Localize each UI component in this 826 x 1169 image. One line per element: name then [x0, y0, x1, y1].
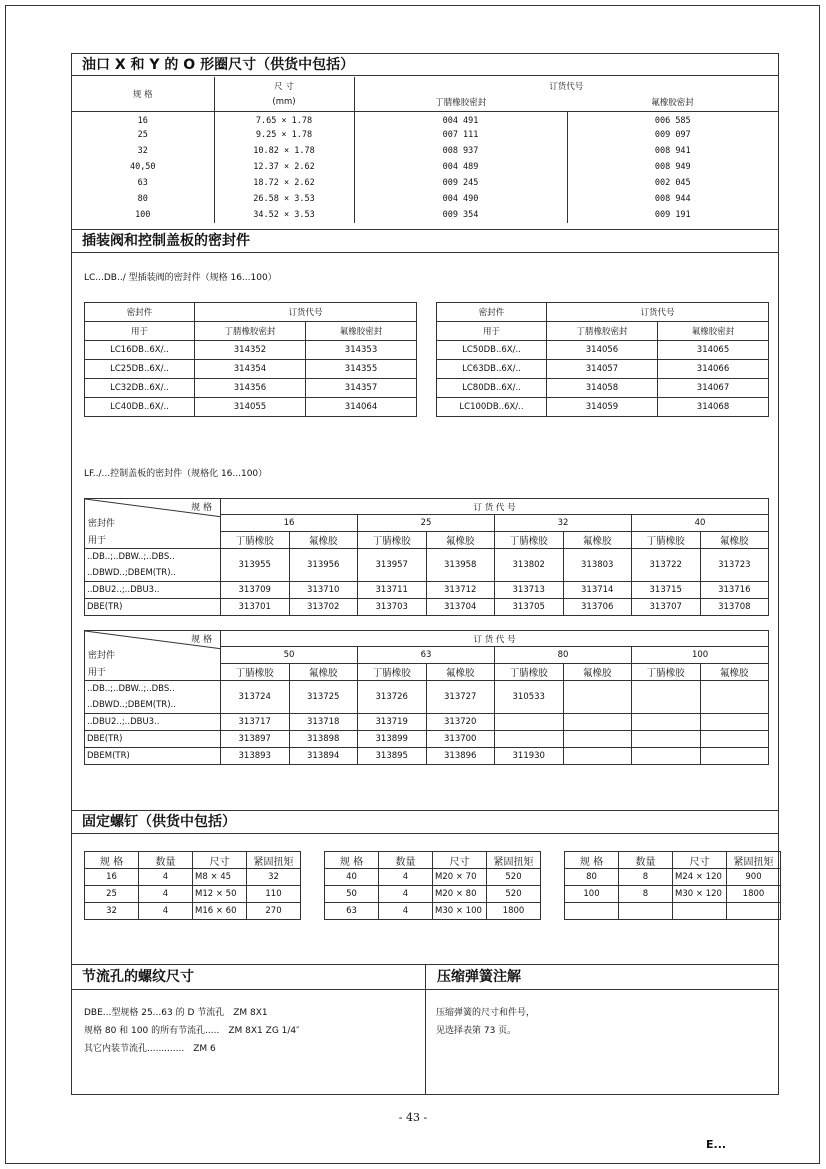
oring-dim: 9.25 × 1.78	[214, 127, 354, 143]
screw-row	[565, 903, 781, 920]
cover-value: 313708	[700, 599, 769, 616]
thread-line-2: 规格 80 和 100 的所有节流孔..... ZM 8X1 ZG 1/4″	[84, 1026, 300, 1036]
cover-value	[563, 681, 632, 714]
oring-dim: 26.58 × 3.53	[214, 191, 354, 207]
cart-row	[437, 398, 769, 417]
cover-h-seal: 密封件	[88, 519, 116, 529]
screw-value: 4	[139, 886, 193, 903]
oring-size: 63	[72, 175, 214, 191]
cover-h-fkm: 氟橡胶	[700, 531, 769, 548]
oring-nbr: 004 490	[354, 191, 567, 207]
cover-row	[85, 714, 769, 731]
screw-value: 8	[619, 886, 673, 903]
oring-header	[72, 54, 778, 76]
bottom-headers	[72, 964, 778, 990]
cart-fkm: 314064	[306, 398, 417, 417]
cart-type: LC50DB..6X/..	[437, 341, 547, 360]
screw-header: 数量	[379, 852, 433, 869]
oring-h-size: 规 格	[72, 77, 214, 111]
cover-value: 313703	[358, 599, 427, 616]
cover-row-label-line: ..DBWD..;DBEM(TR)..	[87, 568, 176, 578]
cover-value: 313700	[426, 731, 495, 748]
screw-row	[85, 886, 301, 903]
cover-value: 313957	[358, 549, 427, 582]
cover-value: 313707	[632, 599, 701, 616]
cart-nbr: 314055	[195, 398, 306, 417]
cart-type: LC32DB..6X/..	[85, 379, 195, 398]
screw-value	[565, 903, 619, 920]
cover-value: 313893	[221, 748, 290, 765]
cover-h-order: 订 货 代 号	[221, 631, 769, 647]
cover-size-header: 25	[358, 515, 495, 531]
page-content	[71, 53, 779, 1095]
cover-row-label	[85, 714, 221, 731]
screw-row	[325, 869, 541, 886]
cart-type: LC80DB..6X/..	[437, 379, 547, 398]
cart-row	[85, 379, 417, 398]
screw-header: 规 格	[565, 852, 619, 869]
oring-size: 32	[72, 143, 214, 159]
oring-nbr: 009 354	[354, 207, 567, 223]
screw-header: 紧固扭矩	[487, 852, 541, 869]
cart-r-h-order: 订货代号	[547, 303, 769, 322]
cover-size-header: 40	[632, 515, 769, 531]
cart-nbr: 314056	[547, 341, 658, 360]
cart-nbr: 314058	[547, 379, 658, 398]
screw-value: 110	[247, 886, 301, 903]
oring-fkm: 008 949	[654, 162, 691, 172]
bottom-divider-lower	[425, 990, 426, 1095]
screws-table-1	[84, 851, 301, 920]
cover-value: 313955	[221, 549, 290, 582]
screw-row	[325, 886, 541, 903]
cover-h-nbr: 丁腈橡胶	[221, 531, 290, 548]
oring-nbr: 004 491	[354, 111, 567, 127]
cart-table-right	[436, 302, 769, 417]
cover-value: 313715	[632, 582, 701, 599]
oring-row	[72, 143, 778, 159]
cover-row-label	[85, 748, 221, 765]
oring-title: 油口 X 和 Y 的 O 形圈尺寸（供货中包括）	[82, 57, 355, 73]
cover-row	[85, 599, 769, 616]
screw-value: 4	[379, 903, 433, 920]
cover-corner-header	[85, 499, 221, 549]
cart-fkm: 314357	[306, 379, 417, 398]
cart-nbr: 314354	[195, 360, 306, 379]
screw-value: 270	[247, 903, 301, 920]
cart-row	[437, 360, 769, 379]
oring-row	[72, 159, 778, 175]
cover-row-label-line: ..DB..;..DBW..;..DBS..	[87, 684, 175, 694]
cover-value	[632, 714, 701, 731]
screw-header: 数量	[139, 852, 193, 869]
screw-value: 80	[565, 869, 619, 886]
oring-size: 80	[72, 191, 214, 207]
cover-h-nbr: 丁腈橡胶	[495, 663, 564, 680]
screws-table-2	[324, 851, 541, 920]
cover-h-nbr: 丁腈橡胶	[358, 531, 427, 548]
screw-value: 40	[325, 869, 379, 886]
cover-h-nbr: 丁腈橡胶	[221, 663, 290, 680]
cover-h-fkm: 氟橡胶	[289, 531, 358, 548]
cover-value: 313704	[426, 599, 495, 616]
cover-value: 313727	[426, 681, 495, 714]
oring-row	[72, 111, 778, 127]
cover-h-seal: 密封件	[88, 651, 116, 661]
cover-value	[700, 681, 769, 714]
oring-row	[72, 191, 778, 207]
cover-value	[563, 714, 632, 731]
screw-row	[85, 869, 301, 886]
cover-row	[85, 748, 769, 765]
cover-h-order: 订 货 代 号	[221, 499, 769, 515]
screw-header: 尺寸	[433, 852, 487, 869]
oring-h-order: 订货代号	[549, 81, 584, 92]
cover-h-nbr: 丁腈橡胶	[632, 663, 701, 680]
oring-size: 16	[72, 111, 214, 127]
cart-row	[85, 341, 417, 360]
cart-row	[85, 398, 417, 417]
cover-value: 313898	[289, 731, 358, 748]
cover-h-fkm: 氟橡胶	[563, 531, 632, 548]
cover-value	[495, 731, 564, 748]
oring-row	[72, 175, 778, 191]
screw-value: 32	[85, 903, 139, 920]
cover-row-label-line: ..DBWD..;DBEM(TR)..	[87, 700, 176, 710]
cover-h-for: 用于	[88, 668, 107, 678]
spring-line-1: 压缩弹簧的尺寸和件号，	[436, 1008, 536, 1018]
screw-value: M16 × 60	[193, 903, 247, 920]
screw-value: 100	[565, 886, 619, 903]
cover-value: 313894	[289, 748, 358, 765]
screw-value: 50	[325, 886, 379, 903]
cover-value: 313719	[358, 714, 427, 731]
cover-value: 313803	[563, 549, 632, 582]
screw-value: 8	[619, 869, 673, 886]
screw-value	[673, 903, 727, 920]
oring-fkm: 006 585	[654, 116, 691, 127]
thread-title: 节流孔的螺纹尺寸	[82, 969, 194, 985]
cover-value: 313726	[358, 681, 427, 714]
oring-fkm: 008 944	[654, 194, 691, 204]
cover-value	[563, 748, 632, 765]
oring-size: 40,50	[72, 159, 214, 175]
cart-nbr: 314059	[547, 398, 658, 417]
cover-value	[495, 714, 564, 731]
oring-h-dim-unit: (mm)	[214, 94, 354, 111]
cover-corner-header	[85, 631, 221, 681]
oring-dim: 10.82 × 1.78	[214, 143, 354, 159]
cover-value	[563, 731, 632, 748]
corner-mark: E...	[706, 1138, 727, 1151]
oring-nbr: 007 111	[354, 127, 567, 143]
cart-r-h-nbr: 丁腈橡胶密封	[547, 322, 658, 341]
cover-value: 313718	[289, 714, 358, 731]
cover-h-fkm: 氟橡胶	[289, 663, 358, 680]
oring-nbr: 004 489	[354, 159, 567, 175]
cover-row	[85, 549, 769, 582]
cart-l-h-seal: 密封件	[85, 303, 195, 322]
cover-h-fkm: 氟橡胶	[426, 663, 495, 680]
oring-size: 100	[72, 207, 214, 223]
screw-row	[85, 903, 301, 920]
cart-l-h-fkm: 氟橡胶密封	[306, 322, 417, 341]
cart-row	[437, 379, 769, 398]
screw-value: 4	[139, 903, 193, 920]
cover-value	[632, 681, 701, 714]
cover-value: 313717	[221, 714, 290, 731]
oring-row	[72, 207, 778, 223]
cart-row	[85, 360, 417, 379]
cart-type: LC25DB..6X/..	[85, 360, 195, 379]
screw-value: 63	[325, 903, 379, 920]
cover-value	[632, 731, 701, 748]
oring-nbr: 008 937	[354, 143, 567, 159]
cover-value: 313701	[221, 599, 290, 616]
thread-line-3: 其它内装节流孔............. ZM 6	[84, 1044, 216, 1054]
screw-value: 1800	[727, 886, 781, 903]
cover-value: 313709	[221, 582, 290, 599]
cover-h-fkm: 氟橡胶	[563, 663, 632, 680]
cover-size-header: 100	[632, 647, 769, 663]
cover-note: LF../...控制盖板的密封件（规格化 16...100）	[84, 469, 268, 479]
cover-row-label-line: ..DB..;..DBW..;..DBS..	[87, 552, 175, 562]
screws-header	[72, 810, 778, 834]
screw-value: M20 × 70	[433, 869, 487, 886]
oring-fkm: 009 097	[654, 130, 691, 140]
oring-table	[72, 77, 778, 223]
oring-dim: 18.72 × 2.62	[214, 175, 354, 191]
cover-row-label-line: DBE(TR)	[87, 734, 123, 744]
cover-h-nbr: 丁腈橡胶	[495, 531, 564, 548]
cover-value: 313896	[426, 748, 495, 765]
cover-size-header: 32	[495, 515, 632, 531]
thread-text	[84, 1004, 300, 1058]
screw-value: M8 × 45	[193, 869, 247, 886]
oring-row	[72, 127, 778, 143]
screw-value: 520	[487, 886, 541, 903]
cover-h-for: 用于	[88, 536, 107, 546]
spring-title: 压缩弹簧注解	[437, 969, 521, 985]
screw-row	[565, 886, 781, 903]
screw-value: 4	[379, 886, 433, 903]
screw-value: 4	[379, 869, 433, 886]
cover-value	[700, 714, 769, 731]
page-number: - 43 -	[398, 1111, 428, 1124]
cover-row-label-line: ..DBU2..;..DBU3..	[87, 717, 160, 727]
cart-type: LC63DB..6X/..	[437, 360, 547, 379]
cart-l-h-for: 用于	[85, 322, 195, 341]
cart-l-h-order: 订货代号	[195, 303, 417, 322]
screws-table-3	[564, 851, 781, 920]
cover-h-size: 规 格	[191, 635, 212, 645]
cart-fkm: 314065	[658, 341, 769, 360]
screw-header: 尺寸	[673, 852, 727, 869]
oring-size: 25	[72, 127, 214, 143]
screw-header: 紧固扭矩	[247, 852, 301, 869]
screw-row	[325, 903, 541, 920]
cover-h-nbr: 丁腈橡胶	[358, 663, 427, 680]
cart-r-h-for: 用于	[437, 322, 547, 341]
cart-fkm: 314068	[658, 398, 769, 417]
screw-header: 尺寸	[193, 852, 247, 869]
cover-value: 313711	[358, 582, 427, 599]
cover-row-label-line: ..DBU2..;..DBU3..	[87, 585, 160, 595]
screw-value: 32	[247, 869, 301, 886]
cover-value: 313724	[221, 681, 290, 714]
oring-h-fkm: 氟橡胶密封	[567, 94, 778, 111]
cover-value: 310533	[495, 681, 564, 714]
screw-header: 规 格	[325, 852, 379, 869]
cover-value: 313722	[632, 549, 701, 582]
cart-note: LC...DB../ 型插装阀的密封件（规格 16...100）	[84, 273, 277, 283]
spring-line-2: 见选择表第 73 页。	[436, 1026, 517, 1036]
cover-value: 313899	[358, 731, 427, 748]
cover-h-size: 规 格	[191, 503, 212, 513]
cover-row-label	[85, 681, 221, 714]
oring-fkm: 002 045	[654, 178, 691, 188]
screw-value: M12 × 50	[193, 886, 247, 903]
cover-size-header: 50	[221, 647, 358, 663]
oring-dim: 7.65 × 1.78	[214, 111, 354, 127]
cover-value	[700, 731, 769, 748]
cover-row-label	[85, 731, 221, 748]
cart-l-h-nbr: 丁腈橡胶密封	[195, 322, 306, 341]
cover-size-header: 63	[358, 647, 495, 663]
oring-h-nbr: 丁腈橡胶密封	[354, 94, 567, 111]
cart-fkm: 314353	[306, 341, 417, 360]
oring-table-wrap	[72, 77, 778, 223]
cover-value: 313710	[289, 582, 358, 599]
cover-value: 313720	[426, 714, 495, 731]
cover-value: 313706	[563, 599, 632, 616]
screw-row	[565, 869, 781, 886]
cart-fkm: 314067	[658, 379, 769, 398]
cover-value: 313723	[700, 549, 769, 582]
cover-value: 313802	[495, 549, 564, 582]
cover-row	[85, 681, 769, 714]
cover-row-label-line: DBE(TR)	[87, 602, 123, 612]
thread-line-1: DBE...型规格 25...63 的 D 节流孔 ZM 8X1	[84, 1008, 268, 1018]
screw-value: 16	[85, 869, 139, 886]
cover-value: 313713	[495, 582, 564, 599]
screw-value: M20 × 80	[433, 886, 487, 903]
screw-value: 900	[727, 869, 781, 886]
screws-title: 固定螺钉（供货中包括）	[82, 814, 236, 830]
cart-row	[437, 341, 769, 360]
oring-nbr: 009 245	[354, 175, 567, 191]
cover-row-label	[85, 582, 221, 599]
cover-value: 313705	[495, 599, 564, 616]
cart-fkm: 314066	[658, 360, 769, 379]
cover-h-fkm: 氟橡胶	[426, 531, 495, 548]
cover-table-1	[84, 498, 769, 616]
cart-type: LC40DB..6X/..	[85, 398, 195, 417]
cover-value	[632, 748, 701, 765]
cart-nbr: 314057	[547, 360, 658, 379]
screw-value: 4	[139, 869, 193, 886]
cover-value: 313895	[358, 748, 427, 765]
cover-value: 313725	[289, 681, 358, 714]
screw-value: 1800	[487, 903, 541, 920]
cover-value: 311930	[495, 748, 564, 765]
oring-dim: 12.37 × 2.62	[214, 159, 354, 175]
cart-fkm: 314355	[306, 360, 417, 379]
cover-value: 313712	[426, 582, 495, 599]
cover-value: 313714	[563, 582, 632, 599]
cover-row-label-line: DBEM(TR)	[87, 751, 130, 761]
screw-value: 25	[85, 886, 139, 903]
cart-table-left	[84, 302, 417, 417]
cart-header	[72, 229, 778, 253]
cover-row	[85, 582, 769, 599]
cover-row-label	[85, 549, 221, 582]
screw-value	[727, 903, 781, 920]
spring-text	[436, 1004, 535, 1040]
oring-h-dim: 尺 寸	[214, 77, 354, 94]
oring-fkm: 009 191	[654, 210, 691, 220]
screw-header: 紧固扭矩	[727, 852, 781, 869]
cart-nbr: 314352	[195, 341, 306, 360]
oring-fkm: 008 941	[654, 146, 691, 156]
cover-size-header: 16	[221, 515, 358, 531]
cover-table-2	[84, 630, 769, 765]
cover-value: 313958	[426, 549, 495, 582]
screw-value: 520	[487, 869, 541, 886]
screw-header: 数量	[619, 852, 673, 869]
cart-type: LC100DB..6X/..	[437, 398, 547, 417]
cover-h-nbr: 丁腈橡胶	[632, 531, 701, 548]
cart-type: LC16DB..6X/..	[85, 341, 195, 360]
cover-value: 313702	[289, 599, 358, 616]
cart-title: 插装阀和控制盖板的密封件	[82, 233, 250, 249]
screw-value: M30 × 120	[673, 886, 727, 903]
cart-r-h-seal: 密封件	[437, 303, 547, 322]
cover-size-header: 80	[495, 647, 632, 663]
screw-header: 规 格	[85, 852, 139, 869]
screw-value: M30 × 100	[433, 903, 487, 920]
cover-h-fkm: 氟橡胶	[700, 663, 769, 680]
cover-value: 313956	[289, 549, 358, 582]
cover-row-label	[85, 599, 221, 616]
cart-r-h-fkm: 氟橡胶密封	[658, 322, 769, 341]
cover-value: 313716	[700, 582, 769, 599]
cover-row	[85, 731, 769, 748]
cover-value: 313897	[221, 731, 290, 748]
cover-value	[700, 748, 769, 765]
screw-value	[619, 903, 673, 920]
bottom-divider	[425, 965, 426, 989]
screw-value: M24 × 120	[673, 869, 727, 886]
cart-nbr: 314356	[195, 379, 306, 398]
oring-dim: 34.52 × 3.53	[214, 207, 354, 223]
